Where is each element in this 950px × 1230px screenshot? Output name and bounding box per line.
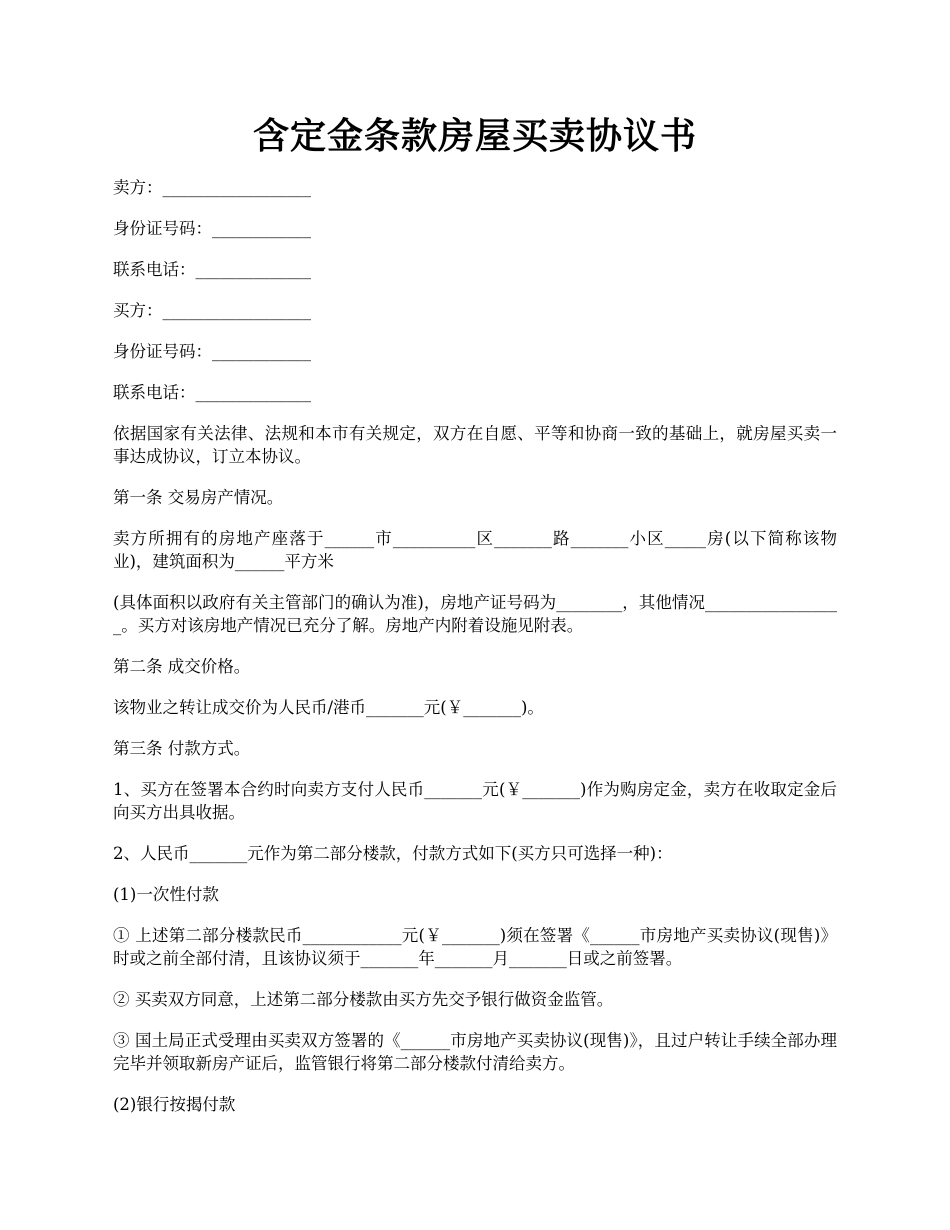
article-3-heading: 第三条 付款方式。 — [113, 739, 251, 758]
document-title: 含定金条款房屋买卖协议书 — [252, 115, 697, 157]
seller-id-field: 身份证号码：____________ — [113, 219, 311, 238]
buyer-field: 买方：__________________ — [113, 301, 311, 320]
document-page — [113, 108, 837, 1134]
buyer-phone-field: 联系电话：______________ — [113, 383, 311, 402]
article-2-heading: 第二条 成交价格。 — [113, 657, 251, 676]
buyer-id-field: 身份证号码：____________ — [113, 342, 311, 361]
property-location-paragraph: 卖方所拥有的房地产座落于______市__________区_______路_______小区_____房(以下简称该物业)，建筑面积为______平方米 — [113, 529, 837, 571]
second-payment-paragraph: 2、人民币_______元作为第二部分楼款，付款方式如下(买方只可选择一种)： — [113, 844, 673, 863]
lump-sum-heading: (1)一次性付款 — [113, 885, 219, 904]
seller-field: 卖方：__________________ — [113, 178, 311, 197]
price-paragraph: 该物业之转让成交价为人民币/港币_______元(￥_______)。 — [113, 698, 544, 717]
article-1-heading: 第一条 交易房产情况。 — [113, 488, 284, 507]
deposit-paragraph: 1、买方在签署本合约时向卖方支付人民币_______元(￥_______)作为购房定金，卖方在收取定金后向买方出具收据。 — [113, 780, 837, 822]
seller-phone-field: 联系电话：______________ — [113, 260, 311, 279]
lump-sum-item-2: ② 买卖双方同意，上述第二部分楼款由买方先交予银行做资金监管。 — [113, 990, 614, 1009]
mortgage-heading: (2)银行按揭付款 — [113, 1095, 236, 1114]
lump-sum-item-1: ① 上述第二部分楼款民币____________元(￥_______)须在签署《______市房地产买卖协议(现售)》时或之前全部付清，且该协议须于_______年_______月_______日或之前签署。 — [113, 926, 837, 968]
lump-sum-item-3: ③ 国土局正式受理由买卖双方签署的《______市房地产买卖协议(现售)》，且过户转让手续全部办理完毕并领取新房产证后，监管银行将第二部分楼款付清给卖方。 — [113, 1031, 837, 1073]
property-details-paragraph: (具体面积以政府有关主管部门的确认为准)，房地产证号码为________，其他情况_________________。买方对该房地产情况已充分了解。房地产内附着设施见附表。 — [113, 593, 837, 635]
preamble-paragraph: 依据国家有关法律、法规和本市有关规定，双方在自愿、平等和协商一致的基础上，就房屋买卖一事达成协议，订立本协议。 — [113, 424, 837, 466]
